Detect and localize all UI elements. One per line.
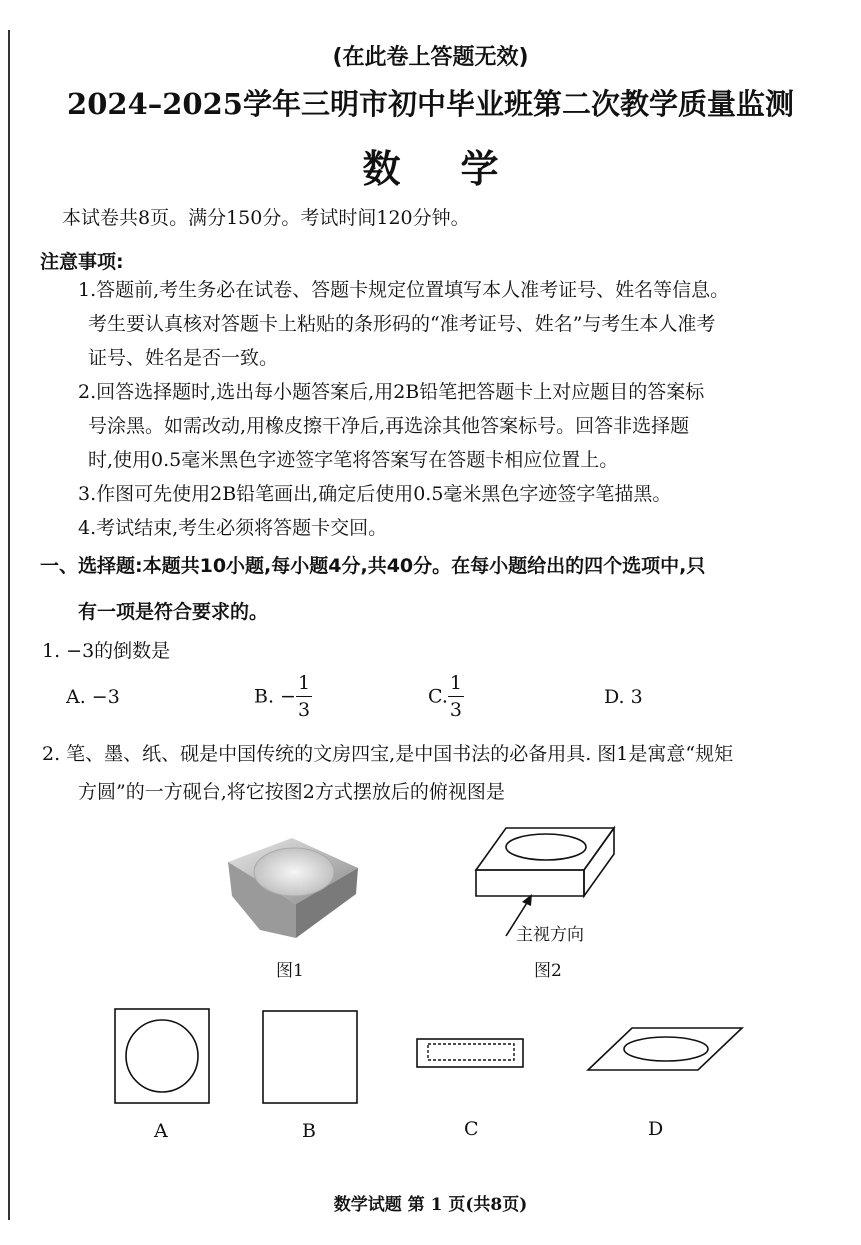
- question-1-stem: 1. −3的倒数是: [42, 640, 171, 662]
- note-line: 2.回答选择题时,选出每小题答案后,用2B铅笔把答题卡上对应题目的答案标: [78, 381, 705, 403]
- exam-notice: (在此卷上答题无效): [332, 45, 529, 70]
- figure-1-caption: 图1: [276, 961, 304, 981]
- q1-option-b: [254, 670, 312, 723]
- exam-intro: 本试卷共8页。满分150分。考试时间120分钟。: [62, 207, 470, 229]
- option-b-label: B: [302, 1120, 316, 1142]
- option-a-figure: [114, 1008, 210, 1104]
- inkstone-drawing: [470, 822, 620, 912]
- q1-option-c: [428, 670, 464, 723]
- note-line: 3.作图可先使用2B铅笔画出,确定后使用0.5毫米黑色字迹签字笔描黑。: [78, 483, 672, 505]
- exam-title: 2024–2025学年三明市初中毕业班第二次教学质量监测: [67, 87, 794, 121]
- denominator: 3: [297, 699, 311, 721]
- section-heading-cont: 有一项是符合要求的。: [78, 601, 269, 623]
- denominator: 3: [449, 699, 462, 721]
- binding-margin-line: [8, 30, 10, 1220]
- note-line: 4.考试结束,考生必须将答题卡交回。: [78, 517, 388, 539]
- option-c-label: C: [464, 1118, 479, 1140]
- option-a-label: A: [154, 1120, 168, 1142]
- inkstone-photo: [222, 834, 362, 946]
- note-line: 证号、姓名是否一致。: [88, 347, 279, 369]
- note-line: 号涂黑。如需改动,用橡皮擦干净后,再选涂其他答案标号。回答非选择题: [88, 415, 690, 437]
- figure-2-caption: 图2: [534, 961, 562, 981]
- notes-heading: 注意事项:: [40, 251, 124, 273]
- question-2-line2: 方圆”的一方砚台,将它按图2方式摆放后的俯视图是: [78, 781, 505, 803]
- option-c-figure: [416, 1038, 526, 1070]
- option-b-figure: [262, 1010, 358, 1104]
- fraction: [296, 670, 312, 723]
- option-d-label: D: [648, 1118, 664, 1140]
- subject-title: 数学: [362, 146, 559, 191]
- page-footer: 数学试题 第 1 页(共8页): [333, 1195, 528, 1215]
- fraction: [448, 670, 464, 723]
- numerator: 1: [448, 670, 464, 697]
- view-direction-label: 主视方向: [516, 925, 584, 945]
- note-line: 考生要认真核对答题卡上粘贴的条形码的“准考证号、姓名”与考生本人准考: [88, 313, 716, 335]
- numerator: 1: [296, 670, 312, 697]
- note-line: 1.答题前,考生务必在试卷、答题卡规定位置填写本人准考证号、姓名等信息。: [78, 279, 730, 301]
- option-d-figure: [586, 1024, 746, 1074]
- question-2-line1: 2. 笔、墨、纸、砚是中国传统的文房四宝,是中国书法的必备用具. 图1是寓意“规矩: [42, 743, 734, 765]
- q1-option-a: A. −3: [66, 686, 120, 708]
- note-line: 时,使用0.5毫米黑色字迹签字笔将答案写在答题卡相应位置上。: [88, 449, 619, 471]
- section-heading: 一、选择题:本题共10小题,每小题4分,共40分。在每小题给出的四个选项中,只: [40, 555, 706, 577]
- q1-option-b-prefix: B. −: [254, 685, 296, 708]
- q1-option-c-prefix: C.: [428, 685, 448, 708]
- q1-option-d: D. 3: [604, 686, 643, 708]
